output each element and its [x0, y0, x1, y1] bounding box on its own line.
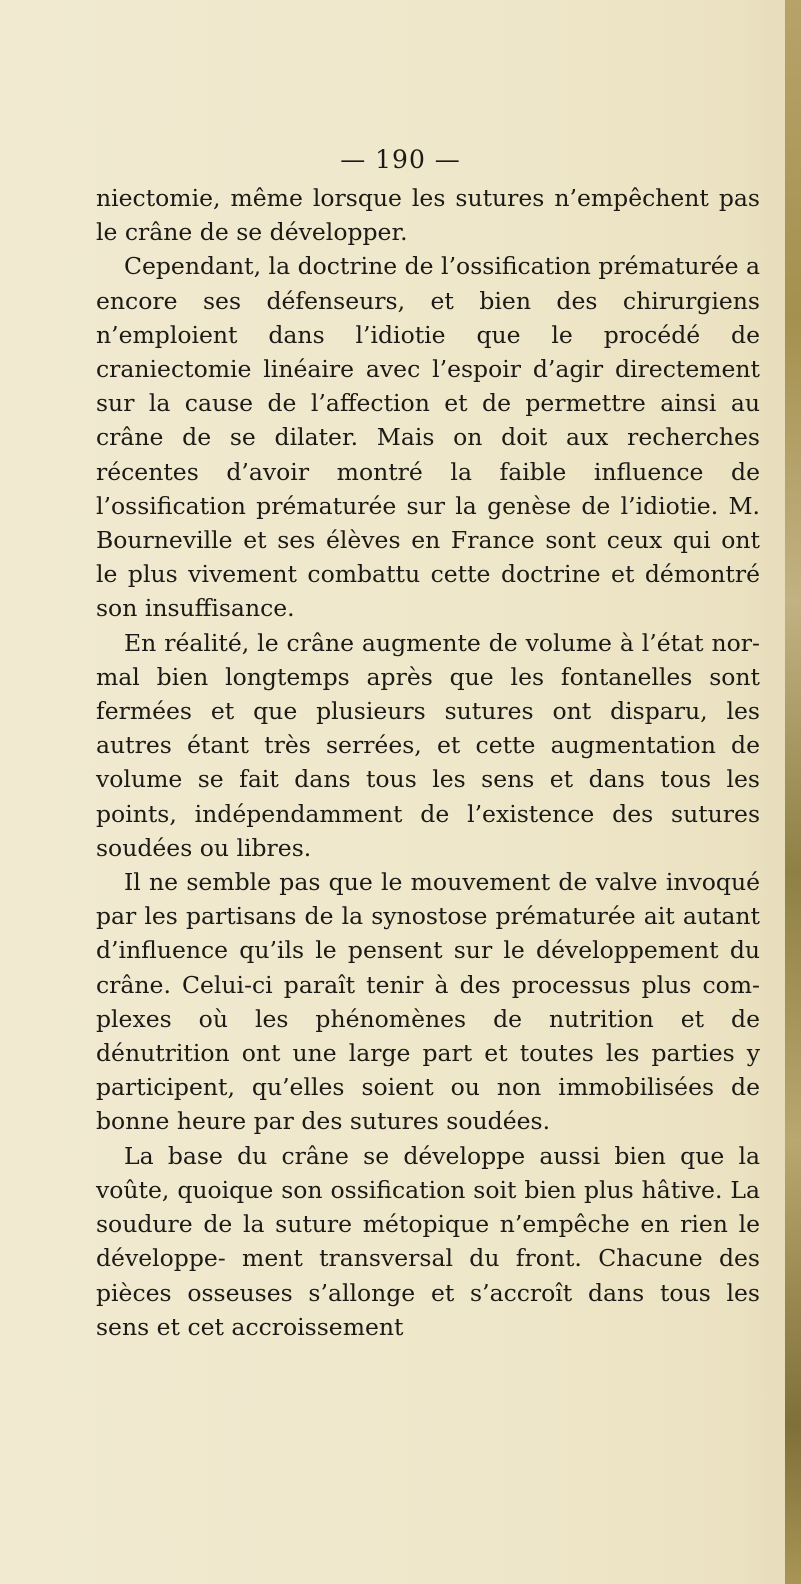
- paragraph-4: Il ne semble pas que le mouvement de valve invoqué par les partisans de la synostose prématurée ait autant d’influence qu’ils le pensent sur le développement du crâne. Celui-ci paraît tenir à des processus plus com- plexes où les phénomènes de nutrition et de dénutrition ont une large part et toutes les parties y participent, qu’elles soient ou non immobilisées de bonne heure par des sutures soudées.: [96, 868, 760, 1136]
- paragraph-5: La base du crâne se développe aussi bien que la voûte, quoique son ossification soit bien plus hâtive. La soudure de la suture métopique n’empêche en rien le développe- ment transversal du front. Chacune des pièces osseuses s’allonge et s’accroît dans tous les sens et cet accroissement: [96, 1141, 760, 1341]
- page-number: — 190 —: [340, 145, 461, 174]
- page-edge: [785, 0, 801, 1584]
- paragraph-3: En réalité, le crâne augmente de volume à l’état nor- mal bien longtemps après que les fontanelles sont fermées et que plusieurs sutures ont disparu, les autres étant très serrées, et cette augmentation de volume se fait dans tous les sens et dans tous les points, indépendamment de l’existence des sutures soudées ou libres.: [96, 628, 760, 862]
- paragraph-1: niectomie, même lorsque les sutures n’empêchent pas le crâne de se développer.: [96, 184, 760, 247]
- paragraph-2: Cependant, la doctrine de l’ossification prématurée a encore ses défenseurs, et bien des chirurgiens n’emploient dans l’idiotie que le procédé de craniectomie linéaire avec l’espoir d’agir directement sur la cause de l’affection et de permettre ainsi au crâne de se dilater. Mais on doit aux recherches récentes d’avoir montré la faible influence de l’ossification prématurée sur la genèse de l’idiotie. M. Bourneville et ses élèves en France sont ceux qui ont le plus vivement combattu cette doctrine et démontré son insuffisance.: [96, 252, 760, 623]
- body-text: [96, 181, 760, 1344]
